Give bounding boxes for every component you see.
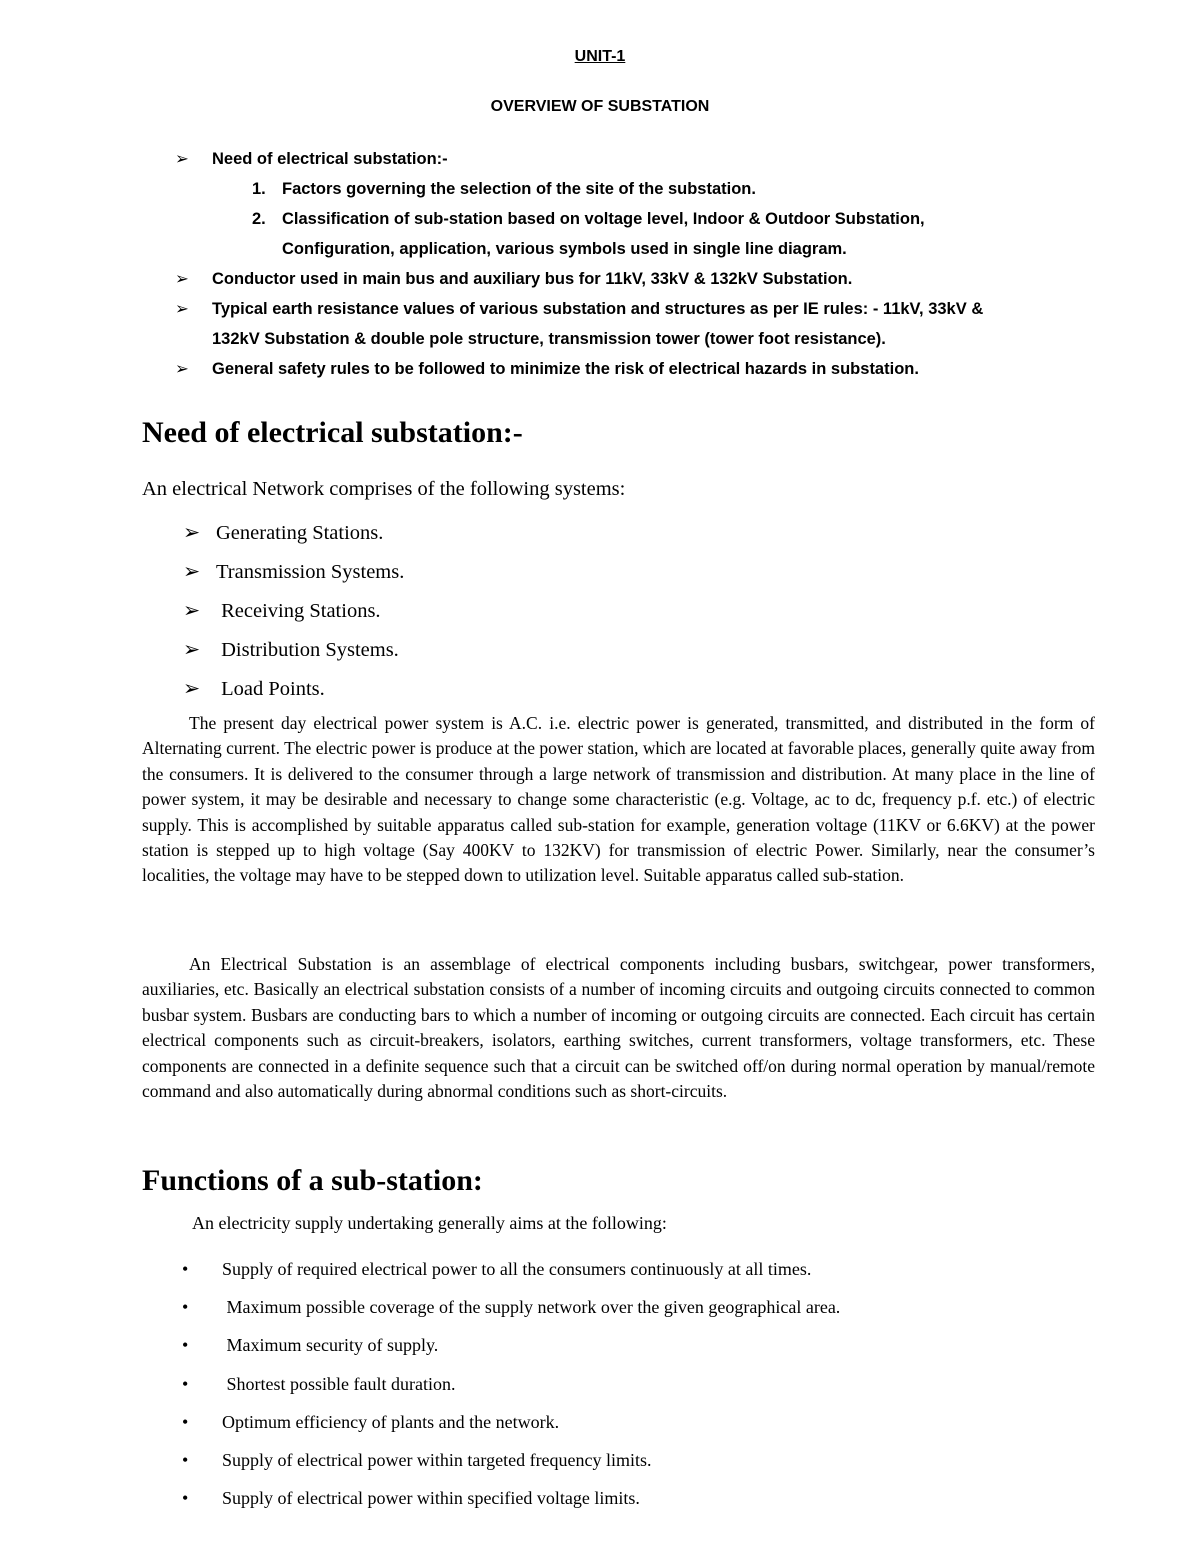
list-item-text: Supply of electrical power within targeted frequency limits. <box>222 1450 652 1471</box>
outline-item-text: 132kV Substation & double pole structure, transmission tower (tower foot resistance). <box>212 330 886 348</box>
list-item-text: Generating Stations. <box>216 522 384 544</box>
outline-subitem-site <box>175 174 1105 204</box>
unit-title: UNIT-1 <box>574 48 626 65</box>
list-item-text: Supply of required electrical power to all the consumers continuously at all times. <box>222 1259 812 1279</box>
network-intro: An electrical Network comprises of the following systems: <box>142 478 626 500</box>
outline-item-earth-resistance-cont <box>175 324 1105 354</box>
list-item <box>183 553 404 592</box>
arrow-bullet-icon: ➢ <box>183 600 201 622</box>
arrow-bullet-icon: ➢ <box>183 639 201 661</box>
outline-subitem-classification-cont <box>175 234 1105 264</box>
bullet-dot-icon: • <box>182 1373 189 1394</box>
list-item <box>182 1365 840 1403</box>
arrow-bullet-icon: ➢ <box>183 561 201 583</box>
bullet-dot-icon: • <box>182 1488 189 1509</box>
outline-subitem-number: 1. <box>252 180 266 198</box>
bullet-dot-icon: • <box>182 1450 189 1471</box>
list-item <box>182 1288 840 1326</box>
list-item <box>182 1479 840 1517</box>
outline-item-text: Conductor used in main bus and auxiliary bus for 11kV, 33kV & 132kV Substation. <box>212 270 853 288</box>
bullet-dot-icon: • <box>182 1259 189 1279</box>
list-item-text: Receiving Stations. <box>216 600 381 622</box>
outline-item-earth-resistance <box>175 294 1105 324</box>
outline-subitem-number: 2. <box>252 210 266 228</box>
arrow-bullet-icon: ➢ <box>175 300 189 318</box>
paragraph-ac-power-system: The present day electrical power system is A.C. i.e. electric power is generated, transmitted, and distributed in the form of Alternating current. The electric power is produce at the power station, which are located at favorable places, generally quite away from the consumers. It is delivered to the consumer through a large network of transmission and distribution. At many place in the line of power system, it may be desirable and necessary to change some characteristic (e.g. Voltage, ac to dc, frequency p.f. etc.) of electric supply. This is accomplished by suitable apparatus called sub-station for example, generation voltage (11KV or 6.6KV) at the power station is stepped up to high voltage (Say 400KV to 132KV) for transmission of electric Power. Similarly, near the consumer’s localities, the voltage may have to be stepped down to utilization level. Suitable apparatus called sub-station. <box>142 713 1095 886</box>
outline-subitem-classification <box>175 204 1105 234</box>
arrow-bullet-icon: ➢ <box>175 360 189 378</box>
section-heading-need: Need of electrical substation:- <box>142 416 523 449</box>
list-item-text: Shortest possible fault duration. <box>222 1373 456 1394</box>
outline-item-safety <box>175 354 1105 384</box>
outline-subitem-text: Factors governing the selection of the site of the substation. <box>282 180 756 198</box>
list-item-text: Maximum possible coverage of the supply network over the given geographical area. <box>222 1297 841 1318</box>
overview-title: OVERVIEW OF SUBSTATION <box>490 98 710 115</box>
list-item-text: Distribution Systems. <box>216 639 399 661</box>
list-item <box>183 670 404 709</box>
list-item <box>182 1250 840 1288</box>
list-item <box>183 631 404 670</box>
section-heading-functions: Functions of a sub-station: <box>142 1164 483 1197</box>
outline-item-need <box>175 144 1105 174</box>
outline-item-text: General safety rules to be followed to minimize the risk of electrical hazards in substation. <box>212 360 919 378</box>
outline-item-text: Typical earth resistance values of various substation and structures as per IE rules: - 11kV, 33kV & <box>212 300 984 318</box>
outline-item-text: Need of electrical substation:- <box>212 150 448 168</box>
outline-item-conductor <box>175 264 1105 294</box>
list-item-text: Maximum security of supply. <box>222 1335 439 1356</box>
functions-list <box>182 1250 840 1517</box>
arrow-bullet-icon: ➢ <box>175 270 189 288</box>
bullet-dot-icon: • <box>182 1335 189 1356</box>
arrow-bullet-icon: ➢ <box>183 522 201 544</box>
list-item-text: Load Points. <box>216 678 325 700</box>
list-item <box>183 514 404 553</box>
list-item <box>183 592 404 631</box>
bullet-dot-icon: • <box>182 1411 189 1432</box>
arrow-bullet-icon: ➢ <box>183 678 201 700</box>
list-item-text: Supply of electrical power within specified voltage limits. <box>222 1488 640 1509</box>
arrow-bullet-icon: ➢ <box>175 150 189 168</box>
topic-outline <box>175 144 1105 384</box>
list-item <box>182 1403 840 1441</box>
systems-list <box>183 514 404 709</box>
paragraph-substation-definition: An Electrical Substation is an assemblage of electrical components including busbars, switchgear, power transformers, auxiliaries, etc. Basically an electrical substation consists of a number of incoming circuits and outgoing circuits connected to common busbar system. Busbars are conducting bars to which a number of incoming or outgoing circuits are connected. Each circuit has certain electrical components such as circuit-breakers, isolators, earthing switches, current transformers, voltage transformers, etc. These components are connected in a definite sequence such that a circuit can be switched off/on during normal operation by manual/remote command and also automatically during abnormal conditions such as short-circuits. <box>142 954 1095 1102</box>
list-item <box>182 1326 840 1364</box>
list-item <box>182 1441 840 1479</box>
functions-intro: An electricity supply undertaking generally aims at the following: <box>192 1213 667 1233</box>
outline-subitem-text: Configuration, application, various symbols used in single line diagram. <box>282 240 847 258</box>
list-item-text: Transmission Systems. <box>216 561 405 583</box>
list-item-text: Optimum efficiency of plants and the network. <box>222 1411 560 1432</box>
bullet-dot-icon: • <box>182 1297 189 1318</box>
outline-subitem-text: Classification of sub-station based on voltage level, Indoor & Outdoor Substation, <box>282 210 925 228</box>
